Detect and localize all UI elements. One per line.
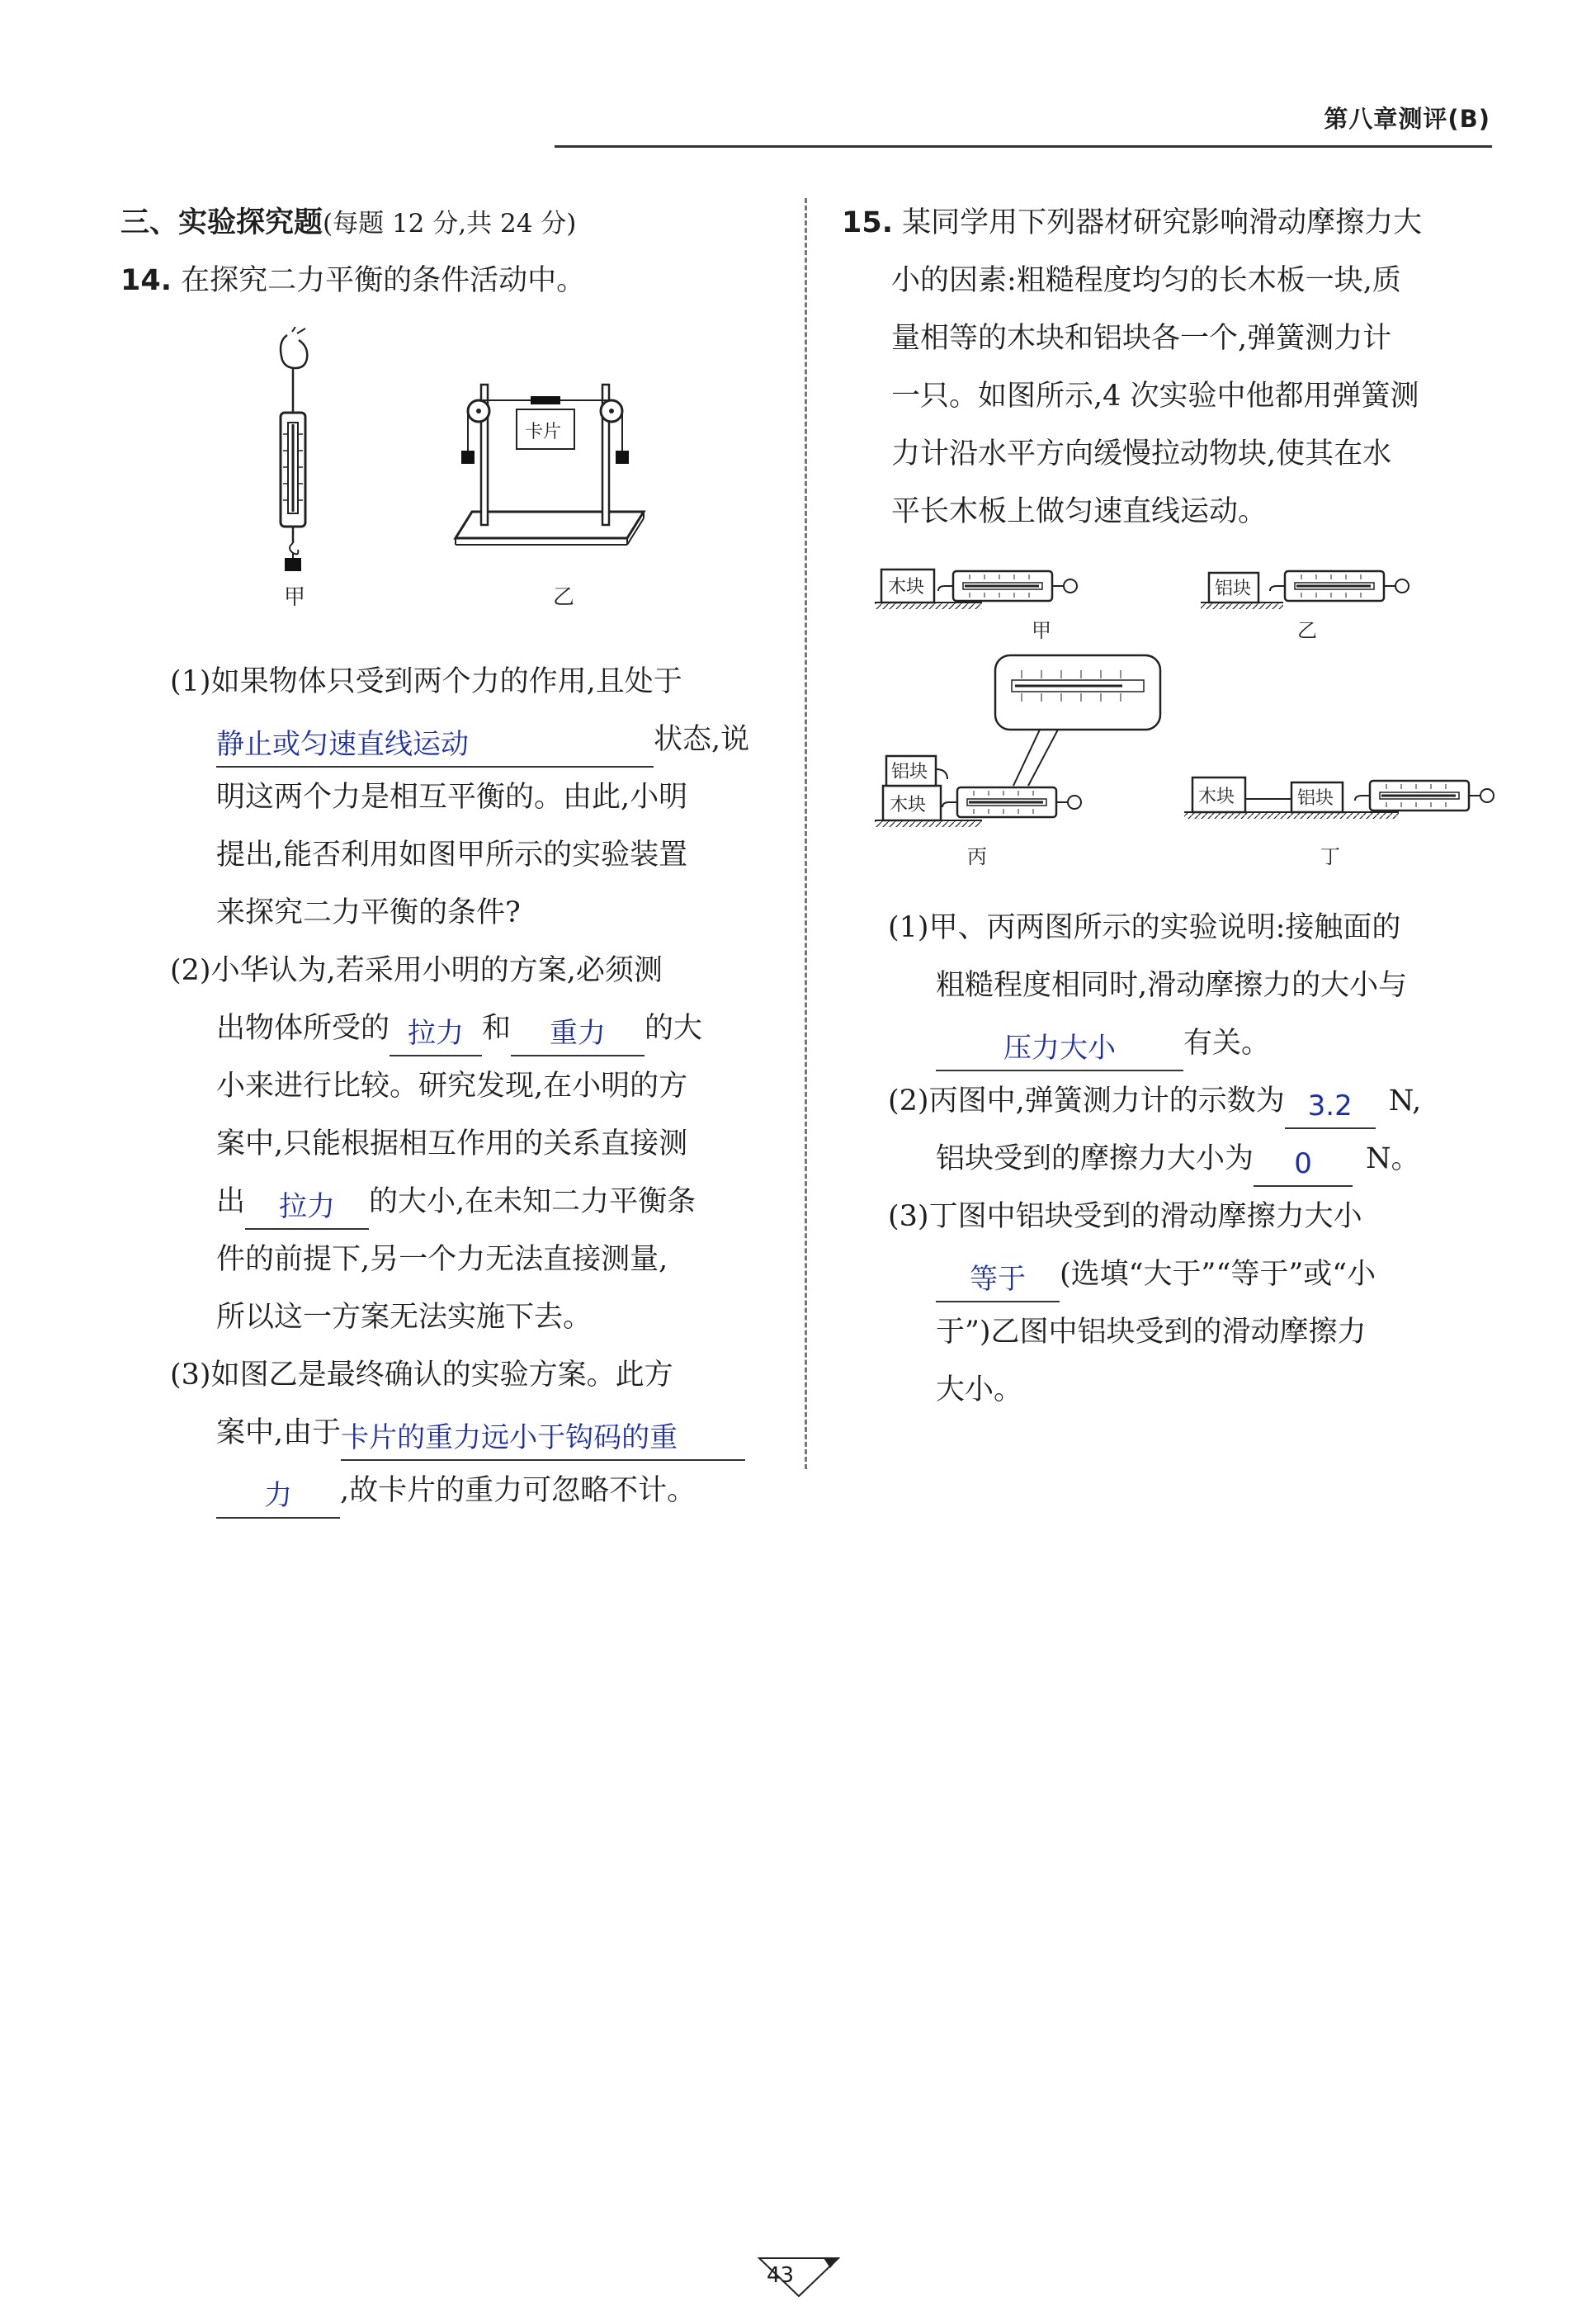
spring-scale-hanging bbox=[281, 327, 307, 571]
section-heading bbox=[120, 195, 576, 252]
q14-p3-blank-a[interactable] bbox=[341, 1421, 745, 1461]
q15-stem-line4: 一只。如图所示,4 次实验中他都用弹簧测 bbox=[891, 380, 1419, 413]
q14-stem-text: 在探究二力平衡的条件活动中。 bbox=[181, 264, 586, 297]
q15-p1-blank[interactable] bbox=[936, 1032, 1183, 1071]
q15-setup-bing bbox=[875, 756, 1081, 827]
q15-p2-answer2: 0 bbox=[1294, 1147, 1312, 1180]
q14-p3-line1: (3)如图乙是最终确认的实验方案。此方 bbox=[170, 1359, 673, 1392]
chapter-title: 第八章测评(B) bbox=[1324, 105, 1490, 133]
section-note: (每题 12 分,共 24 分) bbox=[323, 209, 577, 239]
q15-stem-line1 bbox=[842, 195, 1422, 251]
q14-p3-pre: 案中,由于 bbox=[216, 1416, 342, 1449]
q15-p1-line3 bbox=[936, 1015, 1270, 1071]
q14-p2-blank1[interactable] bbox=[390, 1017, 482, 1056]
q15-stem-line6: 平长木板上做匀速直线运动。 bbox=[891, 495, 1268, 528]
q15-fig-yi-label: 乙 bbox=[1297, 619, 1317, 642]
q15-p1-answer: 压力大小 bbox=[1003, 1032, 1116, 1065]
q15-fig-yi-al: 铝块 bbox=[1215, 579, 1252, 599]
q15-p2-line2 bbox=[936, 1131, 1420, 1187]
q14-p2-post5: 的大小,在未知二力平衡条 bbox=[369, 1185, 696, 1218]
q15-p3-line2 bbox=[936, 1246, 1376, 1302]
q15-p2-pre1: (2)丙图中,弹簧测力计的示数为 bbox=[888, 1085, 1285, 1118]
q14-p2-post: 的大 bbox=[645, 1012, 703, 1045]
q14-fig-card-label: 卡片 bbox=[525, 422, 562, 442]
q15-fig-jia-label: 甲 bbox=[1032, 619, 1051, 642]
q14-p2-pre: 出物体所受的 bbox=[216, 1012, 390, 1045]
q14-p2-blank3[interactable] bbox=[245, 1190, 369, 1230]
q15-p3-blank[interactable] bbox=[936, 1263, 1060, 1302]
q15-p3-post: (选填“大于”“等于”或“小 bbox=[1060, 1258, 1376, 1291]
q15-stem-line3: 量相等的木块和铝块各一个,弹簧测力计 bbox=[891, 322, 1392, 355]
q15-setup-yi bbox=[1201, 571, 1409, 609]
q15-p1-line2: 粗糙程度相同时,滑动摩擦力的大小与 bbox=[936, 969, 1408, 1002]
q14-p2-answer1: 拉力 bbox=[408, 1017, 465, 1050]
q14-p2-line3: 小来进行比较。研究发现,在小明的方 bbox=[216, 1070, 688, 1103]
q14-p2-pre5: 出 bbox=[216, 1185, 246, 1218]
page-number: 43 bbox=[767, 2263, 795, 2288]
q15-p2-unit1: N, bbox=[1388, 1085, 1422, 1118]
q14-p1-line5: 来探究二力平衡的条件? bbox=[216, 896, 521, 929]
q15-p3-line1: (3)丁图中铝块受到的滑动摩擦力大小 bbox=[888, 1200, 1362, 1233]
q14-p2-mid: 和 bbox=[482, 1012, 512, 1045]
q14-p3-line2 bbox=[216, 1405, 745, 1461]
q14-number: 14. bbox=[120, 264, 172, 297]
q14-p2-line5 bbox=[216, 1174, 696, 1230]
q15-fig-ding-al: 铝块 bbox=[1297, 788, 1334, 809]
q14-p2-answer3: 拉力 bbox=[279, 1190, 336, 1223]
q14-p2-line1: (2)小华认为,若采用小明的方案,必须测 bbox=[170, 954, 663, 987]
q15-p2-answer1: 3.2 bbox=[1307, 1089, 1353, 1122]
q15-p1-line1: (1)甲、丙两图所示的实验说明:接触面的 bbox=[888, 911, 1401, 944]
q14-p2-line6: 件的前提下,另一个力无法直接测量, bbox=[216, 1243, 668, 1276]
q15-p3-line3: 于”)乙图中铝块受到的滑动摩擦力 bbox=[936, 1316, 1367, 1349]
q14-p2-answer2: 重力 bbox=[550, 1017, 607, 1050]
q14-fig-yi-label: 乙 bbox=[553, 585, 575, 610]
q15-p2-blank2[interactable] bbox=[1254, 1147, 1353, 1187]
q15-fig-bing-label: 丙 bbox=[967, 845, 987, 868]
q15-fig-ding-wood: 木块 bbox=[1198, 787, 1235, 807]
q15-p2-unit2: N。 bbox=[1366, 1142, 1420, 1175]
q14-p2-line4: 案中,只能根据相互作用的关系直接测 bbox=[216, 1127, 688, 1160]
q14-p3-line3 bbox=[216, 1463, 696, 1519]
column-divider bbox=[805, 198, 807, 1469]
q14-p2-line7: 所以这一方案无法实施下去。 bbox=[216, 1301, 593, 1334]
q14-p3-answer-b: 力 bbox=[264, 1479, 292, 1512]
q15-p2-pre2: 铝块受到的摩擦力大小为 bbox=[936, 1142, 1254, 1175]
q15-fig-bing-al: 铝块 bbox=[891, 762, 928, 782]
section-title: 三、实验探究题 bbox=[120, 206, 323, 239]
q14-p1-line1: (1)如果物体只受到两个力的作用,且处于 bbox=[170, 665, 682, 698]
q14-p1-line4: 提出,能否利用如图甲所示的实验装置 bbox=[216, 839, 688, 872]
q15-magnified-scale bbox=[995, 655, 1160, 786]
q15-fig-bing-wood: 木块 bbox=[890, 795, 927, 815]
q14-p2-blank2[interactable] bbox=[511, 1017, 645, 1056]
q14-p1-blank[interactable] bbox=[216, 728, 654, 768]
q15-figure bbox=[875, 551, 1535, 881]
q15-stem-line2: 小的因素:粗糙程度均匀的长木板一块,质 bbox=[891, 264, 1401, 297]
q15-p1-post: 有关。 bbox=[1183, 1027, 1271, 1060]
q15-fig-jia-wood: 木块 bbox=[888, 577, 925, 598]
card-pulley-setup bbox=[456, 385, 644, 545]
q15-p3-line4: 大小。 bbox=[936, 1373, 1023, 1406]
q15-stem-text-1: 某同学用下列器材研究影响滑动摩擦力大 bbox=[902, 206, 1423, 239]
q15-fig-ding-label: 丁 bbox=[1320, 845, 1340, 868]
q14-p3-post: ,故卡片的重力可忽略不计。 bbox=[340, 1474, 696, 1507]
q14-figure bbox=[256, 327, 685, 616]
q15-p3-answer: 等于 bbox=[970, 1263, 1026, 1296]
header-rule bbox=[555, 145, 1492, 148]
q14-p3-blank-b[interactable] bbox=[216, 1479, 340, 1519]
q14-p1-line2 bbox=[216, 711, 749, 768]
q14-stem bbox=[120, 253, 585, 309]
q15-p2-line1 bbox=[888, 1073, 1421, 1129]
q15-setup-jia bbox=[875, 569, 1077, 609]
q15-number: 15. bbox=[842, 206, 894, 239]
q15-p2-blank1[interactable] bbox=[1285, 1089, 1376, 1129]
q14-p1-answer: 静止或匀速直线运动 bbox=[216, 728, 469, 761]
q15-setup-ding bbox=[1184, 777, 1494, 819]
q15-stem-line5: 力计沿水平方向缓慢拉动物块,使其在水 bbox=[891, 437, 1392, 470]
q14-p1-after: 状态,说 bbox=[654, 723, 750, 756]
q14-fig-jia-label: 甲 bbox=[284, 585, 306, 610]
q14-p3-answer-a: 卡片的重力远小于钩码的重 bbox=[341, 1421, 678, 1454]
q14-p2-line2 bbox=[216, 1000, 702, 1056]
q14-p1-line3: 明这两个力是相互平衡的。由此,小明 bbox=[216, 781, 688, 814]
